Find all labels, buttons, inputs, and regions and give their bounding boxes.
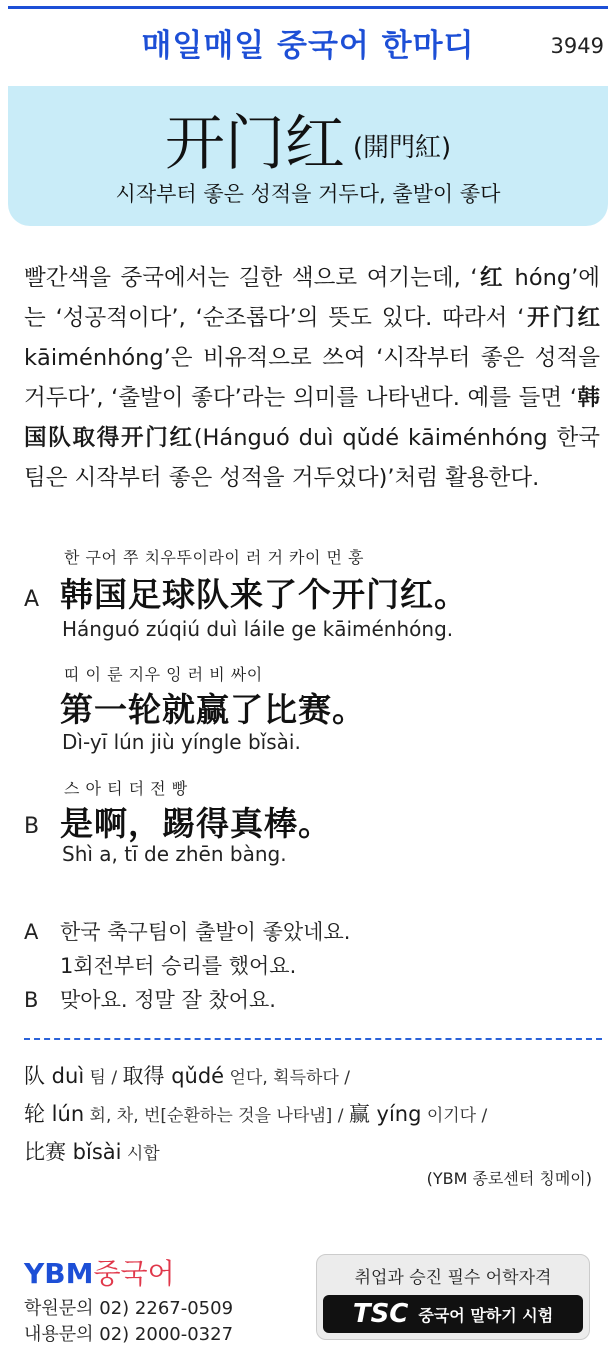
translation-text: 맞아요. 정말 잘 찼어요. — [60, 988, 276, 1012]
intro-keyword: 红 — [477, 265, 505, 291]
headword-hanzi: 开门红 — [164, 109, 345, 179]
vocab-meaning: 얻다, 획득하다 / — [224, 1068, 350, 1088]
speaker-label: A — [24, 920, 39, 944]
intro-keyword: 开门红 — [524, 305, 600, 331]
translation-line — [24, 916, 350, 946]
issue-number: 3949 — [550, 34, 604, 58]
speaker-label: B — [24, 988, 39, 1012]
vocab-meaning: 이기다 / — [421, 1106, 488, 1126]
vocab-meaning: 회, 차, 번[순환하는 것을 나타냄] / — [84, 1106, 349, 1126]
vocabulary-list — [24, 1058, 604, 1172]
translation-text: 1회전부터 승리를 했어요. — [60, 954, 297, 978]
pronunciation-guide: 띠 이 룬 지우 잉 러 비 싸이 — [64, 665, 263, 684]
translation-line — [24, 984, 276, 1014]
ad-bar — [323, 1295, 583, 1333]
speaker-label: A — [24, 587, 40, 612]
vocab-line — [24, 1096, 604, 1134]
chinese-sentence: 第一轮就赢了比赛。 — [60, 690, 366, 729]
content-phone: 내용문의 02) 2000-0327 — [24, 1324, 234, 1345]
vocab-line — [24, 1058, 604, 1096]
ad-tagline: 취업과 승진 필수 어학자격 — [354, 1268, 552, 1288]
pinyin: Shì a, tī de zhēn bàng. — [62, 842, 287, 866]
vocab-word: 比赛 bǐsài — [24, 1140, 122, 1164]
chinese-sentence: 韩国足球队来了个开门红。 — [60, 575, 468, 614]
vocab-word: 轮 lún — [24, 1102, 85, 1126]
intro-text: hóng’에는 ‘성공적이다’, ‘순조롭다’의 뜻도 있다. 따라서 ‘ — [24, 265, 601, 331]
translation-text: 한국 축구팀이 출발이 좋았네요. — [60, 920, 351, 944]
logo-ybm: YBM — [24, 1257, 94, 1290]
speaker-label: B — [24, 814, 40, 839]
intro-keyword: 韩国队取得开门红 — [24, 385, 600, 451]
vocab-meaning: 팀 / — [84, 1068, 123, 1088]
intro-text: (Hánguó duì qǔdé kāiménhóng 한국팀은 시작부터 좋은 성적을 거두었다)’처럼 활용한다. — [24, 425, 600, 491]
headword-traditional: (開門紅) — [352, 133, 452, 163]
pronunciation-guide: 스 아 티 더 전 빵 — [64, 779, 188, 798]
headword-panel — [8, 86, 608, 226]
author-credit: (YBM 종로센터 칭메이) — [426, 1169, 592, 1188]
vocab-word: 赢 yíng — [348, 1102, 422, 1126]
headword-meaning: 시작부터 좋은 성적을 거두다, 출발이 좋다 — [115, 182, 501, 206]
vocab-word: 取得 qǔdé — [122, 1064, 225, 1088]
academy-phone: 학원문의 02) 2267-0509 — [24, 1298, 234, 1319]
pinyin: Hánguó zúqiú duì láile ge kāiménhóng. — [62, 617, 454, 641]
series-title: 매일매일 중국어 한마디 — [141, 28, 475, 64]
intro-text: kāiménhóng’은 비유적으로 쓰여 ‘시작부터 좋은 성적을 거두다’, ‘출발이 좋다’라는 의미를 나타낸다. 예를 들면 ‘ — [24, 345, 600, 411]
logo-korean: 중국어 — [93, 1257, 175, 1290]
translation-line — [24, 950, 296, 980]
intro-text: 빨간색을 중국에서는 길한 색으로 여기는데, ‘ — [24, 265, 478, 291]
vocab-word: 队 duì — [24, 1064, 85, 1088]
vocab-meaning: 시합 — [121, 1144, 160, 1164]
pinyin: Dì-yī lún jiù yíngle bǐsài. — [62, 730, 301, 754]
ybm-logo[interactable] — [24, 1252, 175, 1292]
tsc-mark: TSC — [352, 1299, 409, 1329]
headword — [8, 96, 608, 182]
top-rule — [8, 6, 608, 9]
ad-title: 중국어 말하기 시험 — [418, 1305, 554, 1325]
section-divider — [24, 1038, 602, 1040]
pronunciation-guide: 한 구어 쭈 치우뚜이라이 러 거 카이 먼 훙 — [64, 548, 364, 567]
chinese-sentence: 是啊，踢得真棒。 — [60, 804, 332, 843]
explanation-paragraph — [24, 258, 600, 498]
tsc-ad-banner[interactable] — [316, 1254, 590, 1340]
